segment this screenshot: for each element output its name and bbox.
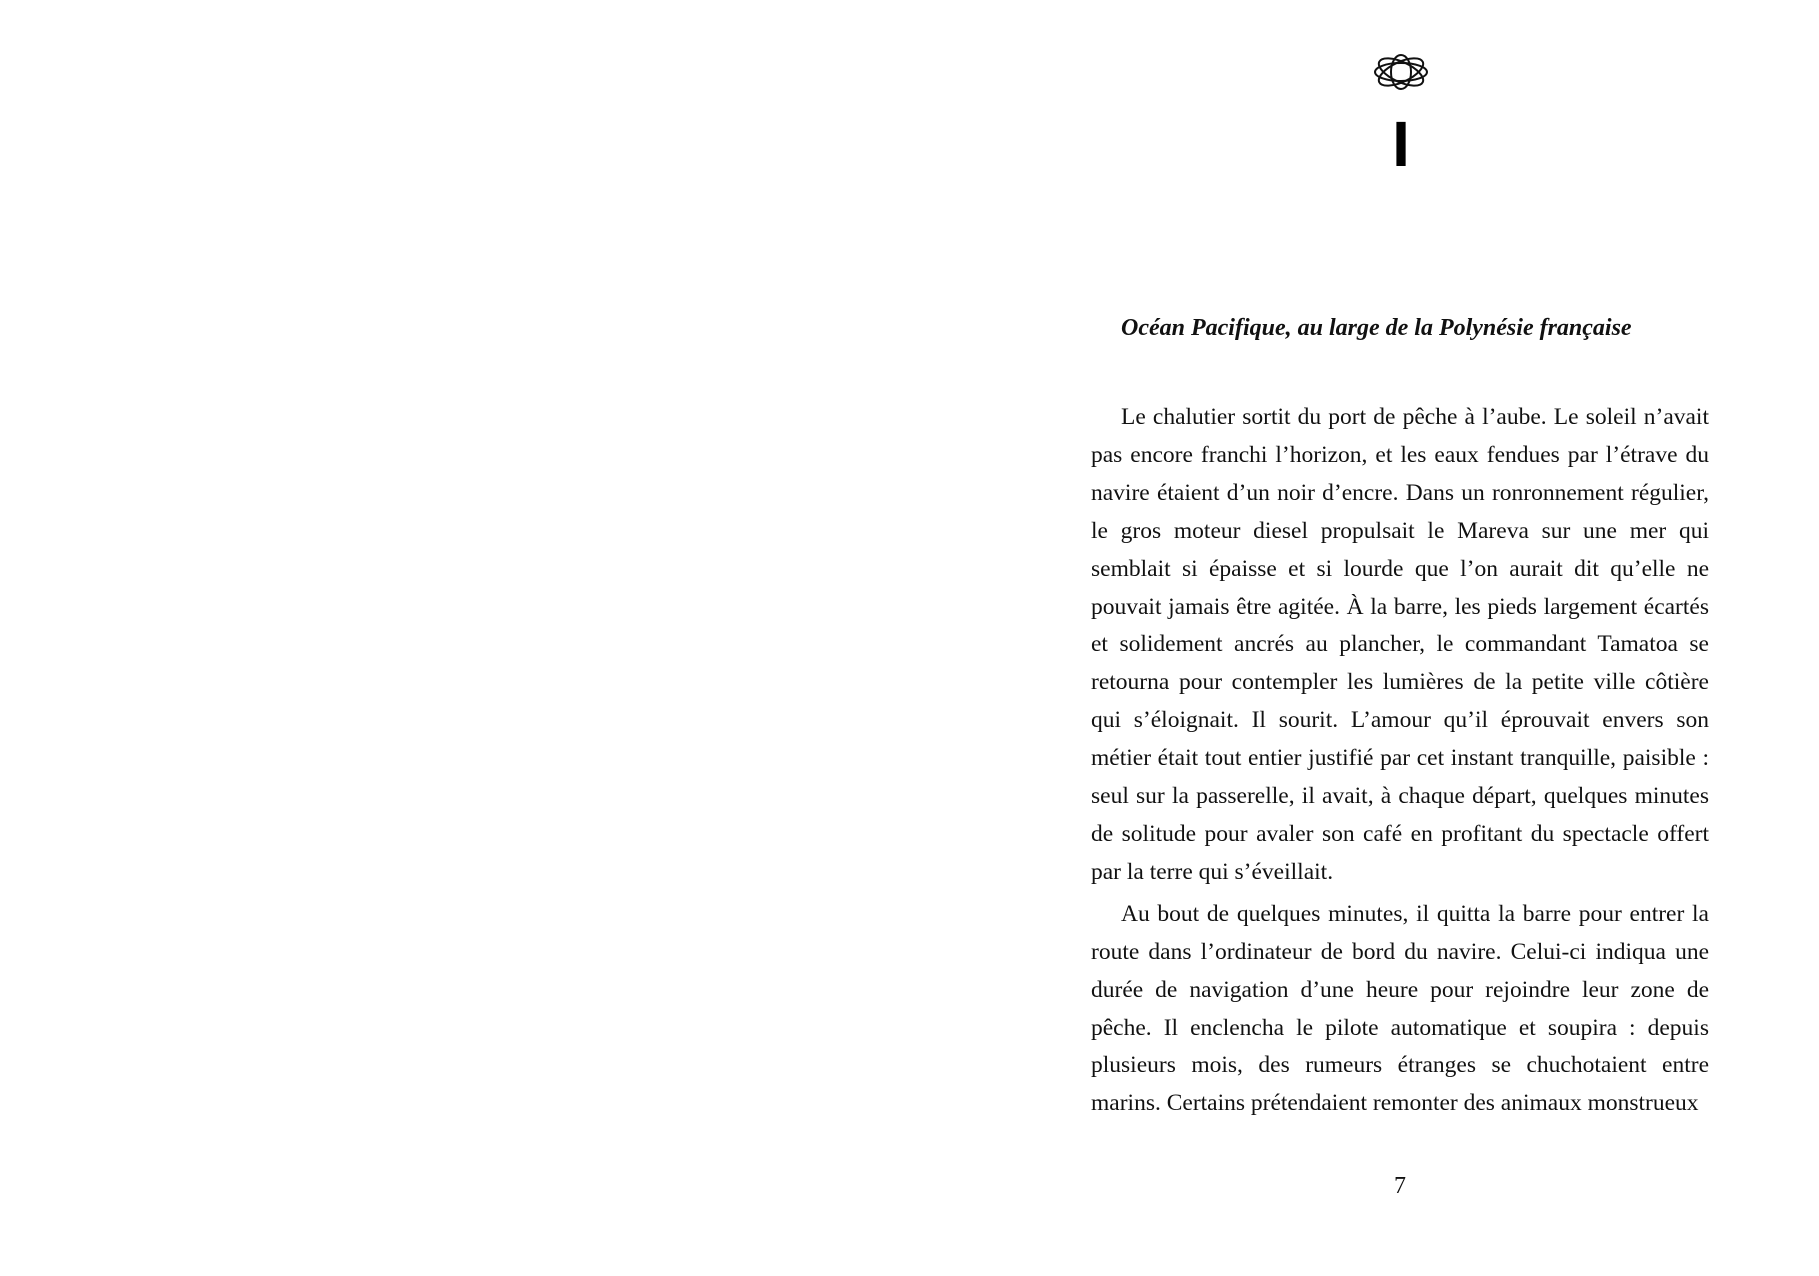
left-page-blank [0,0,909,1276]
page-number [1350,1172,1450,1184]
location-heading: Océan Pacifique, au large de la Polynésie française [1121,315,1632,341]
chapter-body [1091,399,1709,1127]
atom-ornament-icon [1372,50,1430,94]
paragraph: Au bout de quelques minutes, il quitta la barre pour entrer la route dans l’ordinateur de bord du navire. Celui-ci indiqua une durée de navigation d’une heure pour rejoindre leur zone de pêche. Il enclencha le pilote automatique et soupira : depuis plusieurs mois, des rumeurs étranges se chuchotaient entre marins. Certains prétendaient remonter des animaux monstrueux [1091,900,1709,1117]
chapter-number: I [1392,108,1410,180]
paragraph: Le chalutier sortit du port de pêche à l’aube. Le soleil n’avait pas encore franchi l’horizon, et les eaux fendues par l’étrave du navire étaient d’un noir d’encre. Dans un ronronnement régulier, le gros moteur diesel propulsait le Mareva sur une mer qui semblait si épaisse et si lourde que l’on aurait dit qu’elle ne pouvait jamais être agitée. À la barre, les pieds largement écartés et solidement ancrés au plancher, le commandant Tamatoa se retourna pour contempler les lumières de la petite ville côtière qui s’éloignait. Il sourit. L’amour qu’il éprouvait envers son métier était tout entier justifié par cet instant tranquille, paisible : seul sur la passerelle, il avait, à chaque départ, quelques minutes de solitude pour avaler son café en profitant du spectacle offert par la terre qui s’éveillait. [1091,404,1709,885]
